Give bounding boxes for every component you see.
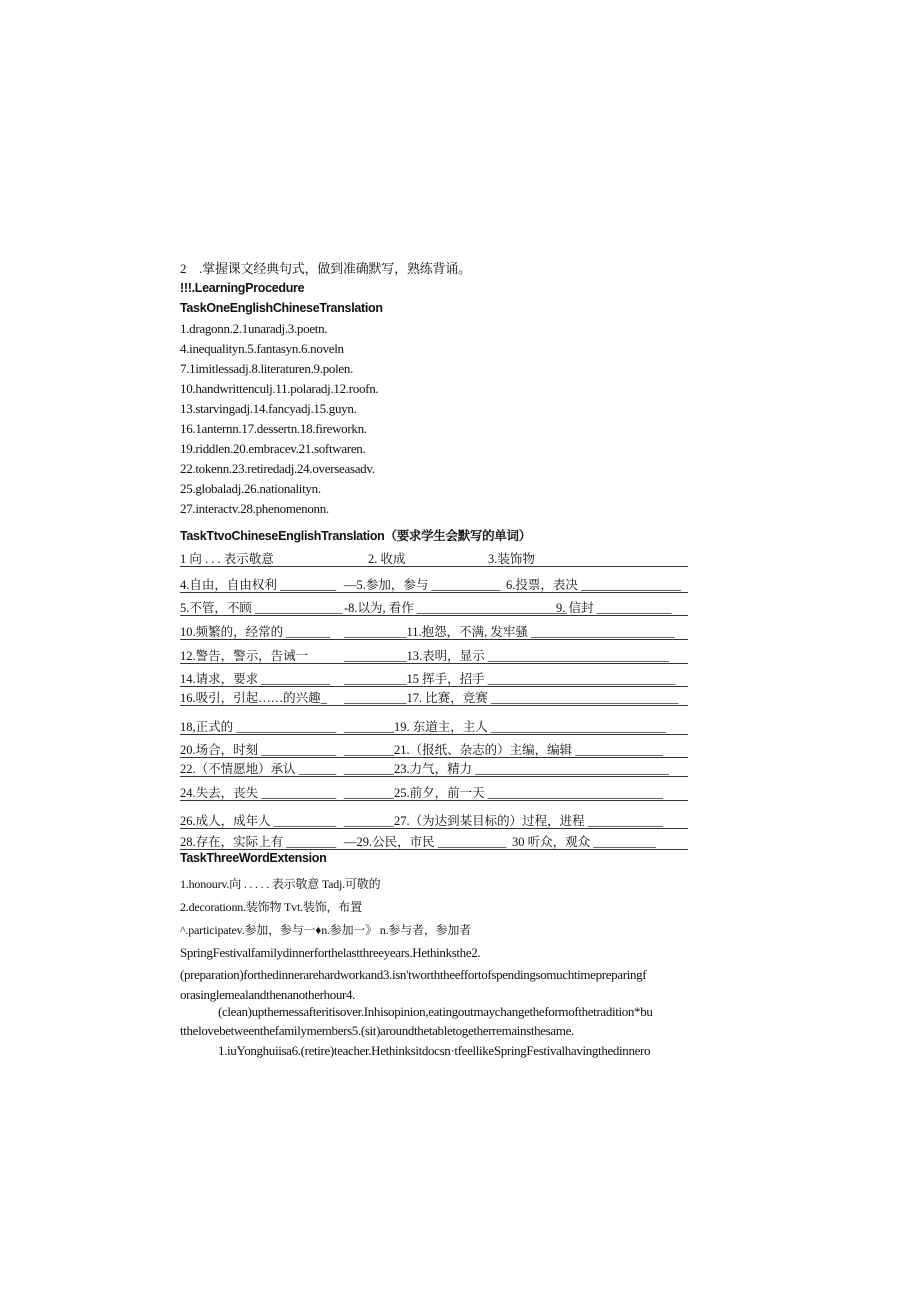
row-item: —29.公民，市民 ___________ bbox=[344, 835, 507, 849]
translation-row bbox=[180, 782, 688, 801]
row-item: __________11.抱怨，不满, 发牢骚 _______________________ bbox=[344, 625, 675, 639]
task-two-heading: TaskTtvoChineseEnglishTranslation（要求学生会默写的单词） bbox=[180, 529, 531, 543]
row-item: __________13.表明，显示 _____________________________ bbox=[344, 649, 670, 663]
translation-row bbox=[180, 597, 688, 616]
row-item: 22.（不情愿地）承认 ______ bbox=[180, 762, 337, 776]
extension-item: 2.decorationn.装饰物 Tvt.装饰，布置 bbox=[180, 900, 362, 914]
vocab-line: 19.riddlen.20.embracev.21.softwaren. bbox=[180, 441, 366, 456]
row-item: 4.自由，自由权利 _________ bbox=[180, 578, 337, 592]
row-item: —5.参加，参与 ___________ bbox=[344, 578, 501, 592]
translation-row bbox=[180, 739, 688, 758]
row-item: 14.请求，要求 ___________ bbox=[180, 672, 331, 686]
vocab-line: 13.starvingadj.14.fancyadj.15.guyn. bbox=[180, 401, 357, 416]
row-item: 10.频繁的，经常的 _______ bbox=[180, 625, 331, 639]
row-item: ________21.（报纸、杂志的）主编，编辑 ______________ bbox=[344, 743, 663, 757]
translation-row bbox=[180, 716, 688, 735]
row-item: 16.吸引，引起……的兴趣_ bbox=[180, 691, 327, 705]
extension-item: 1.honourv.向 . . . . . 表示敬意 Tadj.可敬的 bbox=[180, 877, 381, 891]
vocab-line: 10.handwrittenculj.11.polaradj.12.roofn. bbox=[180, 381, 379, 396]
row-item: 28.存在，实际上有 ________ bbox=[180, 835, 337, 849]
row-item: 24.失去，丧失 ____________ bbox=[180, 786, 337, 800]
translation-row bbox=[180, 831, 688, 850]
row-item: ________19. 东道主，主人 ____________________________ bbox=[344, 720, 666, 734]
row-item: 2. 收成 bbox=[368, 552, 406, 566]
vocab-line: 7.1imitlessadj.8.literaturen.9.polen. bbox=[180, 361, 354, 376]
vocab-line: 16.1anternn.17.dessertn.18.fireworkn. bbox=[180, 421, 367, 436]
procedure-heading: !!!.LearningProcedure bbox=[180, 281, 305, 295]
translation-row bbox=[180, 687, 688, 706]
paragraph-line: (clean)upthemessafteritisover.Inhisopinion,eatingoutmaychangetheformofthetradition*bu bbox=[218, 1004, 653, 1019]
row-item: 30 听众，观众 __________ bbox=[512, 835, 656, 849]
row-item: __________17. 比赛，竞赛 ______________________________ bbox=[344, 691, 679, 705]
task-one-heading: TaskOneEnglishChineseTranslation bbox=[180, 301, 383, 315]
row-item: 1 向 . . . 表示敬意 bbox=[180, 552, 274, 566]
paragraph-line: (preparation)forthedinnerarehardworkand3.isn'tworththeeffortofspendingsomuchtimepreparingf bbox=[180, 967, 647, 982]
translation-row bbox=[180, 621, 688, 640]
translation-row bbox=[180, 668, 688, 687]
vocab-line: 1.dragonn.2.1unaradj.3.poetn. bbox=[180, 321, 328, 336]
translation-row bbox=[180, 810, 688, 829]
row-item: 9. 信封 ____________ bbox=[556, 601, 672, 615]
row-item: 20.场合，时刻 ____________ bbox=[180, 743, 337, 757]
row-item: 12.警告，警示，告诫一 bbox=[180, 649, 309, 663]
row-item: 6.投票，表决 ________________ bbox=[506, 578, 682, 592]
translation-row bbox=[180, 645, 688, 664]
vocab-line: 27.interactv.28.phenomenonn. bbox=[180, 501, 329, 516]
extension-item: ^.participatev.参加，参与一♦n.参加一》 n.参与者，参加者 bbox=[180, 923, 472, 937]
row-item: 18,正式的 ________________ bbox=[180, 720, 337, 734]
row-item: __________15 挥手，招手 ______________________________ bbox=[344, 672, 676, 686]
row-item: -8.以为, 看作 ________________________ bbox=[344, 601, 567, 615]
translation-row bbox=[180, 574, 688, 593]
paragraph-line: 1.iuYonghuiisa6.(retire)teacher.Hethinksitdocsn·tfeellikeSpringFestivalhavingthedinnero bbox=[218, 1043, 651, 1058]
row-item: ________25.前夕，前一天 ____________________________ bbox=[344, 786, 663, 800]
objective-item-2: 2 .掌握课文经典句式，做到准确默写，熟练背诵。 bbox=[180, 261, 471, 276]
row-item: ________27.（为达到某目标的）过程，进程 ____________ bbox=[344, 814, 663, 828]
row-item: 3.装饰物 bbox=[488, 552, 535, 566]
row-item: ________23.力气，精力 _______________________________ bbox=[344, 762, 670, 776]
task-three-heading: TaskThreeWordExtension bbox=[180, 851, 327, 865]
row-item: 5.不管，不顾 ______________ bbox=[180, 601, 343, 615]
paragraph-line: SpringFestivalfamilydinnerforthelastthreeyears.Hethinksthe2. bbox=[180, 945, 481, 960]
vocab-line: 22.tokenn.23.retiredadj.24.overseasadv. bbox=[180, 461, 375, 476]
vocab-line: 4.inequalityn.5.fantasyn.6.noveln bbox=[180, 341, 344, 356]
vocab-line: 25.globaladj.26.nationalityn. bbox=[180, 481, 321, 496]
paragraph-line: orasinglemealandthenanotherhour4. bbox=[180, 987, 356, 1002]
translation-row bbox=[180, 758, 688, 777]
paragraph-line: tthelovebetweenthefamilymembers5.(sit)aroundthetabletogetherremainsthesame. bbox=[180, 1023, 574, 1038]
translation-row bbox=[180, 548, 688, 567]
row-item: 26.成人，成年人 __________ bbox=[180, 814, 337, 828]
